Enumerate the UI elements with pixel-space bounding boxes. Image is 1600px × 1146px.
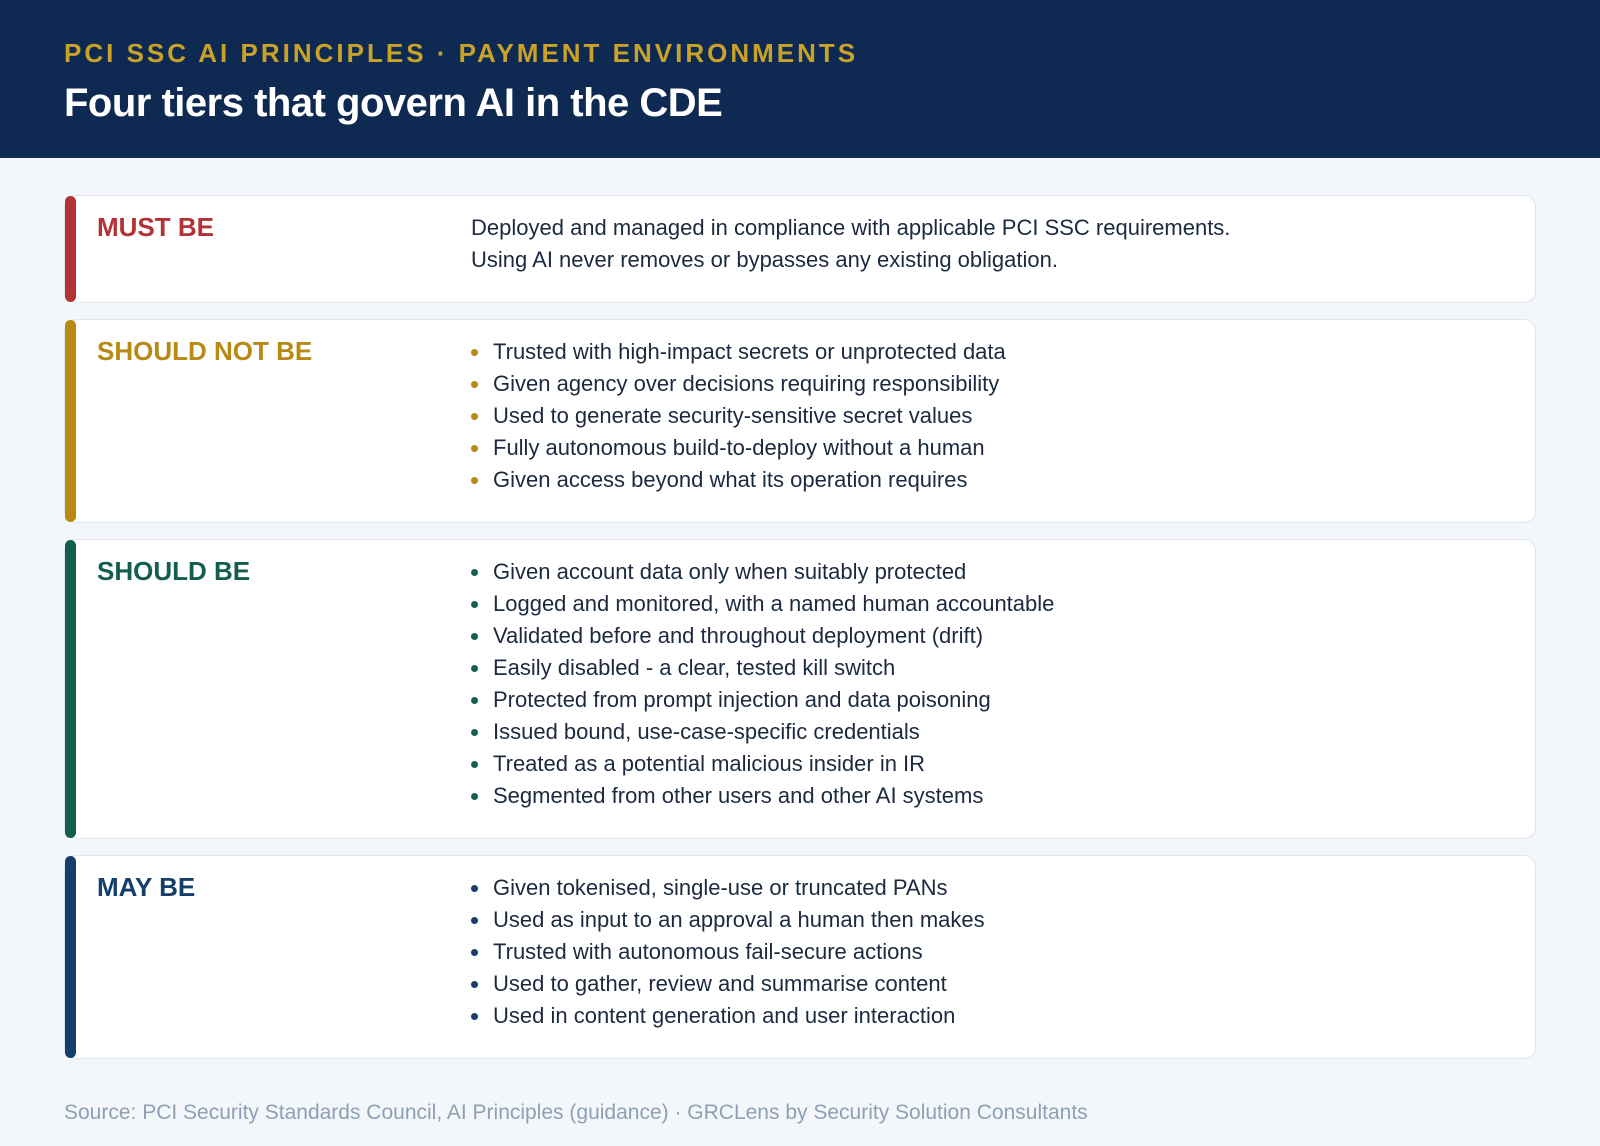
tier-accent-bar <box>65 196 76 302</box>
bullet-icon <box>471 601 478 608</box>
bullet-icon <box>471 949 478 956</box>
list-item-text: Given tokenised, single-use or truncated PANs <box>493 875 948 900</box>
list-item-text: Fully autonomous build-to-deploy without a human <box>493 435 985 460</box>
tier-label: MUST BE <box>97 212 214 242</box>
list-item <box>471 748 1495 780</box>
tier-accent-bar <box>65 320 76 522</box>
list-item <box>471 368 1495 400</box>
list-item <box>471 936 1495 968</box>
list-item-text: Easily disabled - a clear, tested kill switch <box>493 655 896 680</box>
header-kicker: PCI SSC AI PRINCIPLES · PAYMENT ENVIRONMENTS <box>64 38 859 68</box>
tier-description <box>471 320 1535 512</box>
list-item-text: Logged and monitored, with a named human accountable <box>493 591 1055 616</box>
tier-label: SHOULD NOT BE <box>97 336 313 366</box>
tier-text-line: Deployed and managed in compliance with applicable PCI SSC requirements. <box>471 215 1231 240</box>
bullet-icon <box>471 477 478 484</box>
tier-description <box>471 196 1535 292</box>
list-item-text: Used to gather, review and summarise content <box>493 971 947 996</box>
list-item <box>471 432 1495 464</box>
tier-text-line: Using AI never removes or bypasses any existing obligation. <box>471 247 1058 272</box>
list-item <box>471 620 1495 652</box>
list-item-text: Issued bound, use-case-specific credentials <box>493 719 920 744</box>
list-item <box>471 336 1495 368</box>
list-item-text: Given access beyond what its operation requires <box>493 467 968 492</box>
bullet-icon <box>471 413 478 420</box>
tier-label: MAY BE <box>97 872 196 902</box>
bullet-icon <box>471 793 478 800</box>
list-item <box>471 780 1495 812</box>
tier-item-list <box>471 336 1495 496</box>
list-item-text: Given account data only when suitably protected <box>493 559 967 584</box>
list-item-text: Trusted with high-impact secrets or unprotected data <box>493 339 1006 364</box>
bullet-icon <box>471 633 478 640</box>
list-item-text: Used to generate security-sensitive secret values <box>493 403 973 428</box>
list-item <box>471 464 1495 496</box>
tier-should-be <box>64 539 1536 839</box>
list-item <box>471 904 1495 936</box>
list-item <box>471 684 1495 716</box>
tier-list <box>64 195 1536 1075</box>
bullet-icon <box>471 917 478 924</box>
list-item-text: Given agency over decisions requiring responsibility <box>493 371 1000 396</box>
bullet-icon <box>471 349 478 356</box>
bullet-icon <box>471 697 478 704</box>
tier-item-list <box>471 556 1495 812</box>
list-item <box>471 968 1495 1000</box>
tier-label: SHOULD BE <box>97 556 251 586</box>
list-item <box>471 1000 1495 1032</box>
bullet-icon <box>471 569 478 576</box>
bullet-icon <box>471 981 478 988</box>
tier-description <box>471 540 1535 828</box>
list-item <box>471 872 1495 904</box>
tier-must-be <box>64 195 1536 303</box>
list-item <box>471 556 1495 588</box>
bullet-icon <box>471 885 478 892</box>
tier-accent-bar <box>65 856 76 1058</box>
list-item-text: Validated before and throughout deployment (drift) <box>493 623 984 648</box>
tier-may-be <box>64 855 1536 1059</box>
bullet-icon <box>471 1013 478 1020</box>
tier-description <box>471 856 1535 1048</box>
bullet-icon <box>471 665 478 672</box>
source-footnote: Source: PCI Security Standards Council, AI Principles (guidance) · GRCLens by Security Solution Consultants <box>64 1101 1088 1124</box>
list-item-text: Trusted with autonomous fail-secure actions <box>493 939 923 964</box>
tier-item-list <box>471 872 1495 1032</box>
tier-should-not-be <box>64 319 1536 523</box>
list-item <box>471 400 1495 432</box>
list-item-text: Protected from prompt injection and data poisoning <box>493 687 991 712</box>
list-item-text: Used in content generation and user interaction <box>493 1003 956 1028</box>
list-item <box>471 588 1495 620</box>
list-item-text: Treated as a potential malicious insider in IR <box>493 751 926 776</box>
bullet-icon <box>471 729 478 736</box>
list-item <box>471 716 1495 748</box>
list-item-text: Used as input to an approval a human then makes <box>493 907 985 932</box>
tier-accent-bar <box>65 540 76 838</box>
bullet-icon <box>471 381 478 388</box>
header <box>0 0 1600 158</box>
list-item-text: Segmented from other users and other AI systems <box>493 783 984 808</box>
list-item <box>471 652 1495 684</box>
page-title: Four tiers that govern AI in the CDE <box>64 81 723 125</box>
bullet-icon <box>471 445 478 452</box>
bullet-icon <box>471 761 478 768</box>
